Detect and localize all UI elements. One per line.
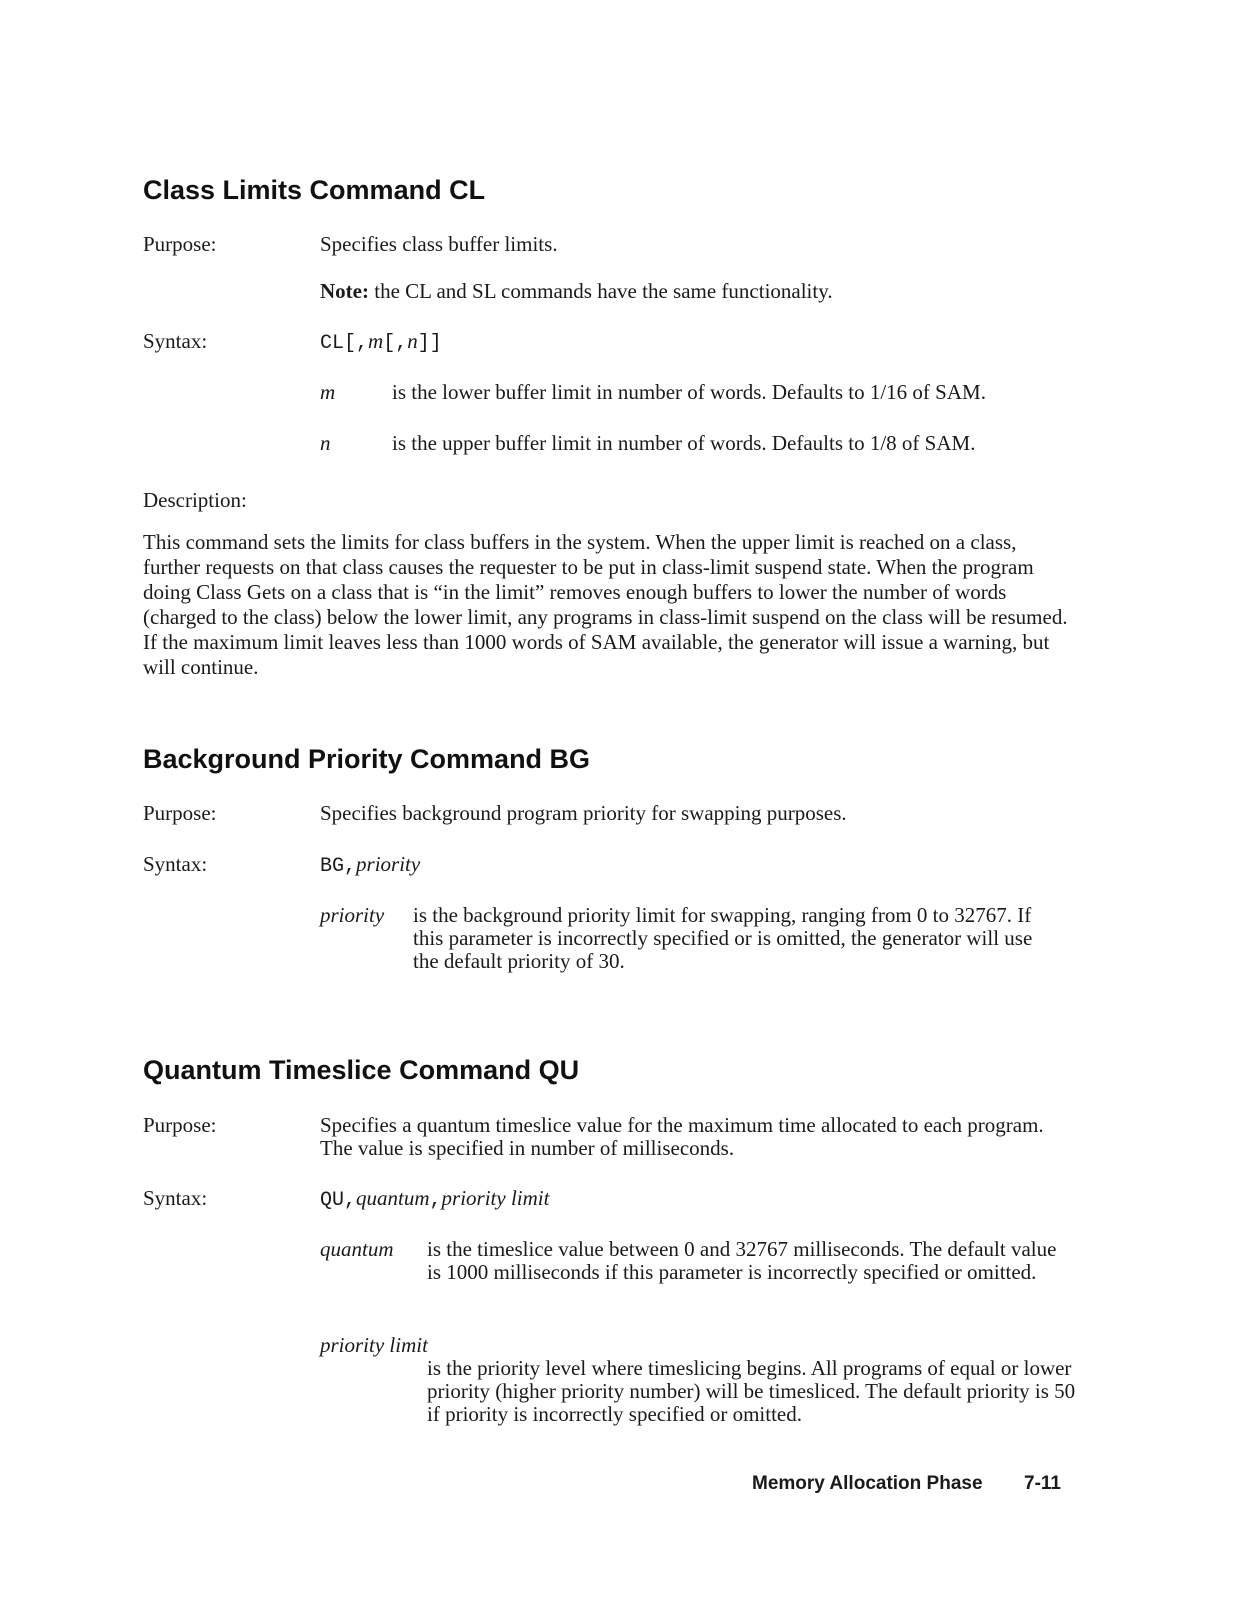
cl-param-n-desc: is the upper buffer limit in number of words. Defaults to 1/8 of SAM. bbox=[392, 431, 976, 455]
cl-syntax-part-3: ]] bbox=[417, 332, 442, 355]
cl-syntax-part-1: CL[, bbox=[320, 332, 369, 355]
cl-syntax-part-2: [, bbox=[383, 332, 408, 355]
bg-syntax bbox=[320, 853, 420, 878]
cl-purpose-text: Specifies class buffer limits. bbox=[320, 232, 558, 256]
qu-syntax-separator: , bbox=[429, 1189, 442, 1212]
cl-note-text: the CL and SL commands have the same functionality. bbox=[374, 279, 833, 303]
bg-syntax-command: BG, bbox=[320, 855, 357, 878]
cl-syntax bbox=[320, 330, 442, 355]
cl-heading: Class Limits Command CL bbox=[143, 175, 486, 205]
cl-description-label: Description: bbox=[143, 488, 247, 512]
qu-syntax-command: QU, bbox=[320, 1189, 357, 1212]
bg-syntax-label: Syntax: bbox=[143, 852, 208, 876]
bg-purpose-label: Purpose: bbox=[143, 801, 217, 825]
qu-param-quantum-desc: is the timeslice value between 0 and 32767 milliseconds. The default value is 1000 milliseconds if this parameter is incorrectly specified or omitted. bbox=[427, 1237, 1057, 1284]
qu-purpose-label: Purpose: bbox=[143, 1113, 217, 1137]
cl-param-m-name: m bbox=[320, 380, 336, 404]
qu-param-priority-limit-desc: is the priority level where timeslicing begins. All programs of equal or lower priority (higher priority number) will be timesliced. The default priority is 50 if priority is incorrectly specified or omitted. bbox=[427, 1356, 1076, 1426]
qu-syntax-label: Syntax: bbox=[143, 1186, 208, 1210]
bg-param-priority-desc: is the background priority limit for swapping, ranging from 0 to 32767. If this parameter is incorrectly specified or is omitted, the generator will use the default priority of 30. bbox=[413, 903, 1033, 973]
cl-syntax-label: Syntax: bbox=[143, 329, 208, 353]
cl-param-n-name: n bbox=[320, 431, 331, 455]
footer-page-number: 7-11 bbox=[1024, 1473, 1061, 1494]
bg-param-priority-name: priority bbox=[320, 903, 385, 927]
bg-heading: Background Priority Command BG bbox=[143, 744, 591, 774]
cl-syntax-m: m bbox=[368, 329, 384, 353]
cl-description-text: This command sets the limits for class buffers in the system. When the upper limit is reached on a class, further requests on that class causes the requester to be put in class-limit suspend state. When the program doing Class Gets on a class that is “in the limit” removes enough buffers to lower the number of words (charged to the class) below the lower limit, any programs in class-limit suspend on the class will be resumed. If the maximum limit leaves less than 1000 words of SAM available, the generator will issue a warning, but will continue. bbox=[143, 530, 1068, 679]
cl-purpose-label: Purpose: bbox=[143, 232, 217, 256]
cl-note bbox=[320, 280, 833, 303]
bg-purpose-text: Specifies background program priority for swapping purposes. bbox=[320, 801, 847, 825]
cl-param-m-desc: is the lower buffer limit in number of words. Defaults to 1/16 of SAM. bbox=[392, 380, 986, 404]
cl-note-label: Note: bbox=[320, 279, 369, 303]
qu-param-priority-limit-name: priority limit bbox=[320, 1333, 428, 1357]
qu-syntax bbox=[320, 1187, 549, 1212]
qu-param-quantum-name: quantum bbox=[320, 1237, 394, 1261]
qu-heading: Quantum Timeslice Command QU bbox=[143, 1055, 580, 1085]
bg-syntax-arg: priority bbox=[356, 852, 421, 876]
qu-syntax-arg-priority-limit: priority limit bbox=[441, 1186, 550, 1210]
qu-syntax-arg-quantum: quantum bbox=[356, 1186, 430, 1210]
qu-purpose-text: Specifies a quantum timeslice value for the maximum time allocated to each program. The value is specified in number of milliseconds. bbox=[320, 1113, 1044, 1160]
footer-section-title: Memory Allocation Phase bbox=[752, 1473, 983, 1494]
cl-syntax-n: n bbox=[407, 329, 418, 353]
